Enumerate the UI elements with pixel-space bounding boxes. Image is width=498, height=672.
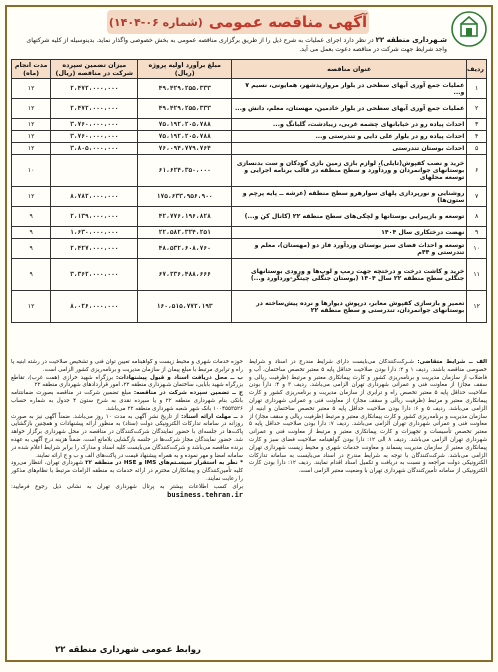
intro-org: شـهرداری منطقه ۲۲ <box>375 36 447 44</box>
row-number: ۱۱ <box>467 259 487 291</box>
deposit-amount: ۱،۶۳۰،۰۰۰،۰۰۰ <box>51 227 138 239</box>
deposit-amount: ۲،۱۳۹،۰۰۰،۰۰۰ <box>51 207 138 227</box>
tender-title: تعمیر و بازسازی کفپوش معابر، درپوش دیوارها و نرده پیش‌ساخته در بوستانهای جوانمردان، تندرستی و سطح منطقه ۲۲ <box>232 291 467 323</box>
duration-months: ۹ <box>12 239 51 259</box>
deposit-amount: ۳،۷۶۰،۰۰۰،۰۰۰ <box>51 131 138 143</box>
ims-heading: * نظر به استقرار سیسـتم‌های IMS و HSE در منطقه ۲۲ <box>85 460 243 467</box>
duration-months: ۹ <box>12 259 51 291</box>
deposit-amount: ۳،۳۶۲،۰۰۰،۰۰۰ <box>51 259 138 291</box>
conditions-section <box>11 359 487 641</box>
deposit-amount: ۸،۰۲۶،۰۰۰،۰۰۰ <box>51 291 138 323</box>
tender-title: روشنایی و نورپردازی پلهای سوارهرو سطح منطقه (عرشه ــ پایه پرچم و ستون‌ها) <box>232 187 467 207</box>
estimate-amount: ۷۵،۱۹۲،۲۰۵،۷۸۸ <box>138 131 232 143</box>
table-row <box>12 119 487 131</box>
estimate-amount: ۶۱،۶۲۴،۳۵۰،۰۰۰ <box>138 155 232 187</box>
duration-months: ۹ <box>12 207 51 227</box>
duration-months: ۱۲ <box>12 187 51 207</box>
intro-text <box>13 36 447 54</box>
tender-title: خرید و نصب کفپوش(تایلی)، لوازم بازی زمین بازی کودکان و ست بدنسازی بوستانهای جوانمردان و وردآورد و سطح منطقه در قالب برنامه اجرایی و توسعه محلهای <box>232 155 467 187</box>
tehran-municipality-logo-icon <box>451 11 487 47</box>
footer-signature: روابط عمومی شهرداری منطقه ۲۲ <box>55 645 201 655</box>
table-row <box>12 227 487 239</box>
table-row <box>12 207 487 227</box>
duration-months: ۱۲ <box>12 99 51 119</box>
duration-months: ۱۰ <box>12 155 51 187</box>
header-duration: مدت انجام (ماه) <box>12 60 51 79</box>
ad-number: (شماره ۰۶-۱۴۰۴) <box>108 15 203 29</box>
deadline-text: از تاریخ نشر آگهی به مدت ۱۰ روز می‌باشد. ضمناً آگهی نیز به صورت روزانه در سامانه تدارکات الکترونیکی دولت (ستاد) به منظور ارائه پیشنهادات و همچنین بازگشایی پاکت‌ها در جلسه‌ای با حضور نمایندگان شرکت‌کنندگان در مناقصه در محل شهرداری برگزار خواهد شد. حضور نمایندگان مجاز شرکت‌ها در جلسه بازگشایی بلامانع است. ضمناً هزینه درج آگهی به عهده برنده مناقصه می‌باشد و شرکت‌کنندگان می‌بایست کلیه اسناد و مدارک را برابر شرایط اعلام شده در سامانه امضا و مهر نموده و به همراه پیشنهاد قیمت در پاکت‌های الف و ب و ج ارائه نمایند. <box>11 413 243 459</box>
estimate-amount: ۴۹،۴۲۹،۲۵۵،۳۳۳ <box>138 79 232 99</box>
row-number: ۹ <box>467 227 487 239</box>
tender-title: توسعه و بازپیرایی بوستانها و لچکی‌های سطح منطقه ۲۲ (کانال کن و...) <box>232 207 467 227</box>
documents-location-heading: ب ــ محل دریافت اسناد و قبول پیشنهادات: <box>116 374 243 381</box>
conditions-text: شـرکت‌کنندگان می‌بایست دارای شرایط مندرج در اسناد و شرایط خصوصی مناقصه باشند. ردیف ۱ و ۲: دارا بودن صلاحیت حداقل پایه ۵ معتبر تخصص ساختمان، آب و فاضلاب از سازمان مدیریت و برنامه‌ریزی کشور و کارت پیمانکاری معتبر و مرتبط (ظرفیت ریالی و سقف مجاز) از معاونت فنی و عمرانی شهرداری تهران الزامی می‌باشد. ردیف ۳ و ۴: دارا بودن صلاحیت حداقل پایه ۵ معتبر تخصص راه و ترابری از سازمان مدیریت و برنامه‌ریزی کشور و کارت پیمانکاری معتبر و مرتبط (ظرفیت ریالی و سقف مجاز) از معاونت فنی و عمرانی شهرداری تهران الزامی می‌باشد. ردیف ۵ و ۶: دارا بودن صلاحیت حداقل پایه ۵ معتبر تخصص ساختمان و ابنیه از سازمان مدیریت و برنامه‌ریزی کشور و کارت پیمانکاری معتبر و مرتبط (ظرفیت ریالی و سقف مجاز) از معاونت فنی و عمرانی شهرداری تهران الزامی می‌باشد. ردیف ۷: دارا بودن صلاحیت حداقل پایه ۵ معتبر تخصص تأسیسات و تجهیزات و کارت پیمانکاری معتبر و مرتبط از معاونت فنی و عمرانی شهرداری تهران الزامی می‌باشد. ردیف ۸ الی ۱۲: دارا بودن گواهینامه صلاحیت فضای سبز و کارت پیمانکاری معتبر از سازمان مدیریت پسماند و معاونت خدمات شهری و محیط زیست شهرداری تهران الزامی می‌باشد. شرکت‌کنندگان با توجه به شرایط مندرج در اسناد می‌بایست به سامانه تدارکات الکترونیکی دولت مراجعه و نسبت به دریافت و تکمیل اسناد اقدام نمایند. ردیف ۱۲: دارا بودن کارت الکترونیکی از سامانه تأمین‌کنندگان شهرداری تهران با وضعیت معتبر الزامی است. <box>249 359 487 475</box>
row-number: ۱۰ <box>467 239 487 259</box>
tender-title: عملیات جمع آوری آبهای سطحی در بلوار مرواریدشهر، همایونی، نسیم ۷ و... <box>232 79 467 99</box>
deposit-text: مبلغ تضمین شرکت در مناقصه بصورت ضمانتنامه بانکی بنام شهرداری منطقه ۲۲ و یا سپرده نقدی به شرح ستون ۴ جدول به شماره حساب ۱۰۰۴۵۵۳۵۲۶ بانک شهر شعبه شهرداری منطقه ۲۲ می‌باشد. <box>11 390 243 412</box>
tender-title: احداث پیاده رو در بلوار علی دایی و تندرستی و... <box>232 131 467 143</box>
table-row <box>12 239 487 259</box>
estimate-amount: ۶۷،۲۳۶،۴۸۸،۶۶۶ <box>138 259 232 291</box>
table-row <box>12 131 487 143</box>
duration-months: ۱۲ <box>12 79 51 99</box>
deposit-amount: ۸،۷۸۲،۰۰۰،۰۰۰ <box>51 187 138 207</box>
table-row <box>12 99 487 119</box>
deposit-heading: ج ــ تضمین سپرده شرکت در مناقصه: <box>133 390 243 397</box>
tender-title: توسعه و احداث فضای سبز بوستان وردآورد فاز دو (مهستان)، معلم و تندرستی و ۴۴م <box>232 239 467 259</box>
estimate-amount: ۴۹،۴۲۹،۲۵۵،۳۳۳ <box>138 99 232 119</box>
deposit-amount <box>51 155 138 187</box>
conditions-heading: الف ــ شرایط متقاضی: <box>417 359 487 365</box>
deposit-amount: ۳،۸۰۵،۰۰۰،۰۰۰ <box>51 143 138 155</box>
tender-title: احداث بوستان تندرستی <box>232 143 467 155</box>
duration-months: ۱۲ <box>12 291 51 323</box>
estimate-amount: ۷۶،۰۹۴،۷۷۹،۷۶۴ <box>138 143 232 155</box>
header-row-number: ردیف <box>467 60 487 79</box>
table-row <box>12 187 487 207</box>
table-row <box>12 79 487 99</box>
intro-body: در نظر دارد اجرای عملیات به شرح ذیل را از طریق برگزاری مناقصه عمومی به بخش خصوصی واگذار نماید. بدینوسیله از کلیه شرکتهای واجد شرایط جهت شرکت در مناقصه دعوت بعمل می آید. <box>26 37 447 53</box>
duration-months: ۱۲ <box>12 131 51 143</box>
duration-months: ۱۲ <box>12 143 51 155</box>
title-banner <box>107 10 369 34</box>
deposit-amount: ۲،۴۲۷،۰۰۰،۰۰۰ <box>51 239 138 259</box>
table-row <box>12 155 487 187</box>
header <box>7 7 491 57</box>
portal-text: برای کسب اطلاعات بیشتر به پرتال شهرداری تهران به نشانی ذیل رجوع فرمایید: <box>11 483 243 490</box>
estimate-amount: ۷۵،۱۹۲،۲۰۵،۷۸۸ <box>138 119 232 131</box>
tender-title: نهضت درختکاری سال ۱۴۰۴ <box>232 227 467 239</box>
row-number: ۷ <box>467 187 487 207</box>
ims-text: شهرداری تهران، انتظار می‌رود کلیه تأمین‌کنندگان و پیمانکاران محترم در ارائه خدمات به منطقه الزامات مرتبط با نظام‌های مذکور را رعایت نمایند. <box>11 460 243 482</box>
ad-title: آگهی مناقصه عمومی <box>208 13 368 31</box>
row-number: ۱ <box>467 79 487 99</box>
tender-advertisement <box>5 5 493 662</box>
tender-title: خرید و کاشت درخت و درختچه جهت رمپ و لوپ‌ها و ورودی بوستانهای جنگلی سطح منطقه ۲۲ سال ۱۴۰۴ (بوستان جنگلی چیتگر-وردآورد و...) <box>232 259 467 291</box>
estimate-amount: ۴۸،۵۳۲،۶۰۸،۷۶۰ <box>138 239 232 259</box>
table-row <box>12 143 487 155</box>
estimate-amount: ۱۷۵،۶۳۳،۹۵۶،۹۰۰ <box>138 187 232 207</box>
table-row <box>12 291 487 323</box>
conditions-left-column <box>11 359 243 641</box>
estimate-amount: ۴۲،۷۷۶،۱۹۶،۸۲۸ <box>138 207 232 227</box>
tender-title: عملیات جمع آوری آبهای سطحی در بلوار خادمین، مهستان، معلم، دانش و... <box>232 99 467 119</box>
deposit-amount: ۳،۷۶۰،۰۰۰،۰۰۰ <box>51 119 138 131</box>
row-number: ۱۲ <box>467 291 487 323</box>
website-link[interactable]: business.tehran.ir <box>167 490 243 499</box>
row-number: ۸ <box>467 207 487 227</box>
header-title: عنوان مناقصه <box>232 60 467 79</box>
tender-table <box>11 59 487 323</box>
duration-months: ۱۲ <box>12 119 51 131</box>
deposit-amount: ۲،۴۷۲،۰۰۰،۰۰۰ <box>51 79 138 99</box>
deposit-amount: ۲،۴۷۲،۰۰۰،۰۰۰ <box>51 99 138 119</box>
header-estimate: مبلغ برآورد اولیه پروژه (ریال) <box>138 60 232 79</box>
row-number: ۵ <box>467 143 487 155</box>
table-row <box>12 259 487 291</box>
row-number: ۶ <box>467 155 487 187</box>
tender-title: احداث پیاده رو در خیابانهای چشمه غربی، زیبادشت، گلبانگ و... <box>232 119 467 131</box>
estimate-amount: ۲۲،۵۸۲،۳۲۴،۲۵۱ <box>138 227 232 239</box>
header-deposit: میزان تضمین سپرده شرکت در مناقصه (ریال) <box>51 60 138 79</box>
estimate-amount: ۱۶۰،۵۱۵،۷۷۲،۱۹۳ <box>138 291 232 323</box>
conditions-right-column <box>249 359 487 641</box>
row-number: ۴ <box>467 131 487 143</box>
left-paragraph-1: حوزه خدمات شهری و محیط زیست و گواهینامه تعیین توان فنی و تشخیص صلاحیت در رشته ابنیه یا راه و ترابری مرتبط با مبلغ پیمان از سازمان مدیریت و برنامه‌ریزی کشور الزامی است. <box>11 359 243 373</box>
deadline-heading: د ــ مهلت ارائه اسناد: <box>181 413 243 420</box>
duration-months: ۹ <box>12 227 51 239</box>
row-number: ۲ <box>467 99 487 119</box>
documents-location-text: برزگراه شهید خرازی (همت غرب)، تقاطع بزرگراه شهید بابایی، ساختمان شـهرداری منطقه ۲۲، امور قراردادهای شهرداری منطقه ۲۲ <box>11 374 243 389</box>
row-number: ۳ <box>467 119 487 131</box>
